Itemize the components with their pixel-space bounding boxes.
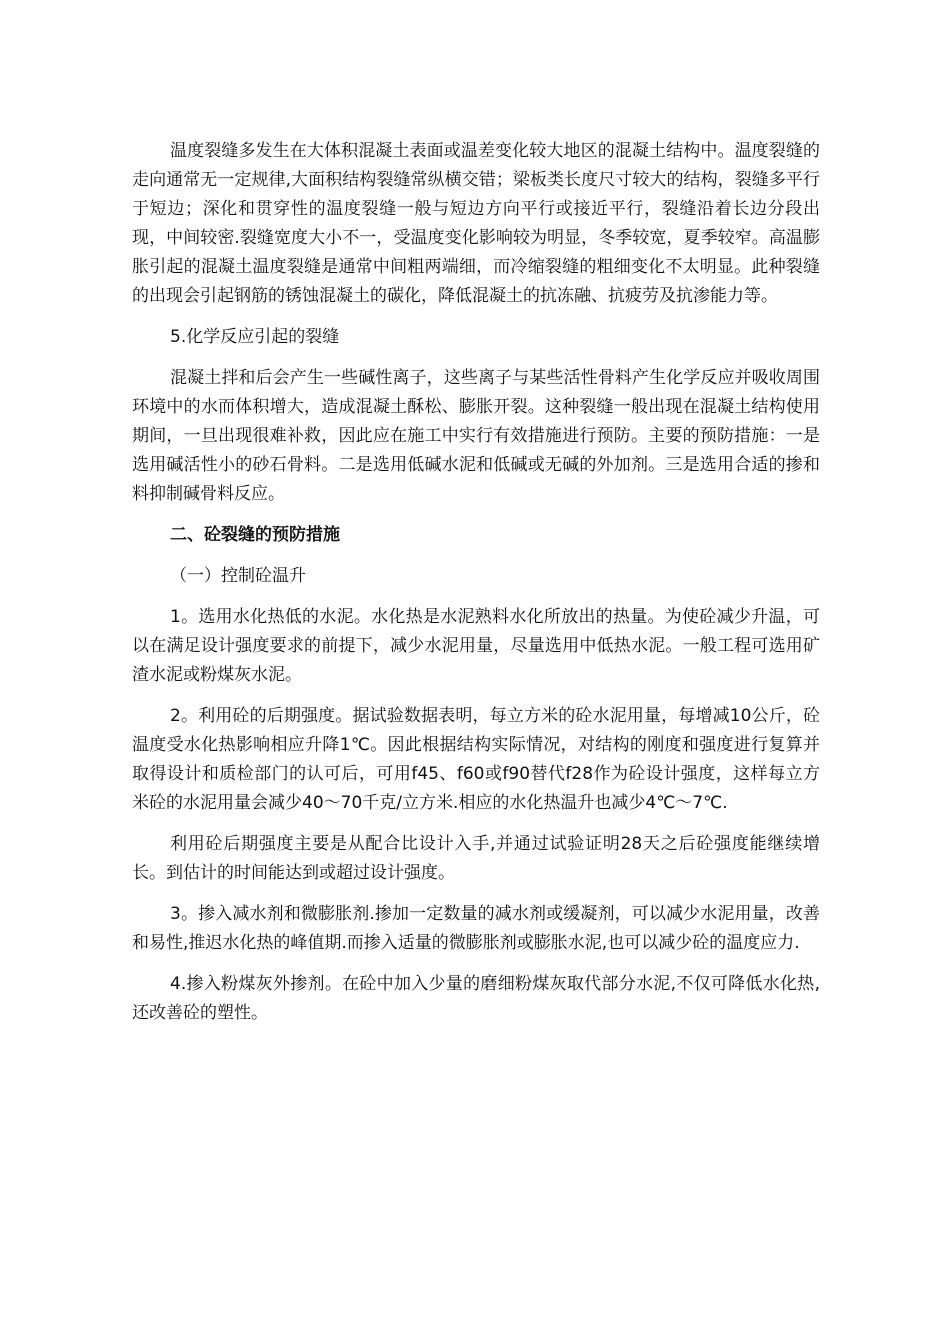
paragraph-chemical-reaction: 混凝土拌和后会产生一些碱性离子，这些离子与某些活性骨料产生化学反应并吸收周围环境中的水而体积增大，造成混凝土酥松、膨胀开裂。这种裂缝一般出现在混凝土结构使用期间，一旦出现很难补救，因此应在施工中实行有效措施进行预防。主要的预防措施：一是选用碱活性小的砂石骨料。二是选用低碱水泥和低碱或无碱的外加剂。三是选用合适的掺和料抑制碱骨料反应。 — [132, 368, 820, 504]
paragraph-temperature-cracks: 温度裂缝多发生在大体积混凝土表面或温差变化较大地区的混凝土结构中。温度裂缝的走向通常无一定规律,大面积结构裂缝常纵横交错；梁板类长度尺寸较大的结构，裂缝多平行于短边；深化和贯穿性的温度裂缝一般与短边方向平行或接近平行，裂缝沿着长边分段出现，中间较密.裂缝宽度大小不一，受温度变化影响较为明显，冬季较宽，夏季较窄。高温膨胀引起的混凝土温度裂缝是通常中间粗两端细，而冷缩裂缝的粗细变化不太明显。此种裂缝的出现会引起钢筋的锈蚀混凝土的碳化，降低混凝土的抗冻融、抗疲劳及抗渗能力等。 — [132, 141, 820, 306]
subsection-heading-temperature-control: （一）控制砼温升 — [170, 566, 306, 586]
paragraph-item-2: 2。利用砼的后期强度。据试验数据表明，每立方米的砼水泥用量，每增减10公斤，砼温度受水化热影响相应升降1℃。因此根据结构实际情况，对结构的刚度和强度进行复算并取得设计和质检部门的认可后，可用f45、f60或f90替代f28作为砼设计强度，这样每立方米砼的水泥用量会减少40～70千克/立方米.相应的水化热温升也减少4℃～7℃. — [132, 706, 820, 813]
section-heading-prevention: 二、砼裂缝的预防措施 — [170, 525, 340, 545]
paragraph-item-1: 1。选用水化热低的水泥。水化热是水泥熟料水化所放出的热量。为使砼减少升温，可以在满足设计强度要求的前提下，减少水泥用量，尽量选用中低热水泥。一般工程可选用矿渣水泥或粉煤灰水泥。 — [132, 607, 820, 685]
section-heading-chemical-cracks: 5.化学反应引起的裂缝 — [170, 327, 340, 347]
document-page — [132, 137, 820, 1040]
paragraph-later-strength: 利用砼后期强度主要是从配合比设计入手,并通过试验证明28天之后砼强度能继续增长。到估计的时间能达到或超过设计强度。 — [132, 834, 820, 883]
paragraph-item-3: 3。掺入减水剂和微膨胀剂.掺加一定数量的减水剂或缓凝剂，可以减少水泥用量，改善和易性,推迟水化热的峰值期.而掺入适量的微膨胀剂或膨胀水泥,也可以减少砼的温度应力. — [132, 904, 820, 953]
paragraph-item-4: 4.掺入粉煤灰外掺剂。在砼中加入少量的磨细粉煤灰取代部分水泥,不仅可降低水化热,还改善砼的塑性。 — [132, 974, 820, 1023]
